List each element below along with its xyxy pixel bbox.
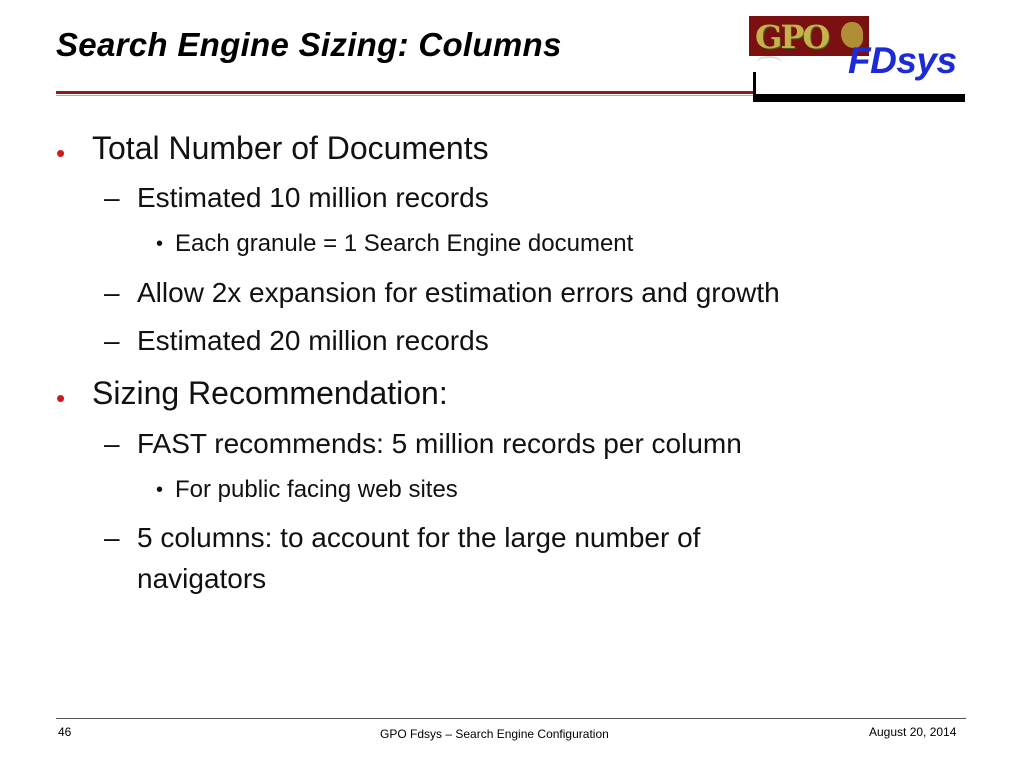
subbullet-5-columns: 5 columns: to account for the large number of (137, 522, 701, 553)
bullet-sizing-recommendation: Sizing Recommendation: (92, 375, 448, 411)
footer-rule (56, 718, 966, 719)
bullet-marker: • (56, 138, 66, 168)
bullet-total-documents: Total Number of Documents (92, 130, 489, 166)
subbullet-fast-recommends: FAST recommends: 5 million records per column (137, 428, 742, 459)
small-bullet-marker: • (156, 479, 164, 501)
subsubbullet-public-sites: For public facing web sites (175, 476, 458, 503)
dash-marker: – (104, 277, 120, 308)
footer-title: GPO Fdsys – Search Engine Configuration (380, 727, 609, 741)
title-underline-shadow (56, 95, 756, 96)
subbullet-allow-2x: Allow 2x expansion for estimation errors and growth (137, 277, 780, 308)
subbullet-estimated-10m: Estimated 10 million records (137, 182, 489, 213)
dash-marker: – (104, 428, 120, 459)
fdsys-logo-text: FDsys (848, 40, 957, 81)
small-bullet-marker: • (156, 233, 164, 255)
title-underline (56, 91, 756, 94)
bullet-marker: • (56, 383, 66, 413)
footer-date: August 20, 2014 (869, 725, 957, 739)
dash-marker: – (104, 325, 120, 356)
subsubbullet-granule: Each granule = 1 Search Engine document (175, 230, 634, 257)
gpo-logo-text: GPO (755, 18, 829, 56)
page-number: 46 (58, 725, 72, 739)
subbullet-estimated-20m: Estimated 20 million records (137, 325, 489, 356)
slide-title: Search Engine Sizing: Columns (56, 26, 562, 63)
logo-horizontal-bar (753, 94, 965, 102)
dash-marker: – (104, 522, 120, 553)
dash-marker: – (104, 182, 120, 213)
swoosh-icon (756, 56, 782, 70)
subbullet-5-columns-continued: navigators (137, 563, 267, 594)
